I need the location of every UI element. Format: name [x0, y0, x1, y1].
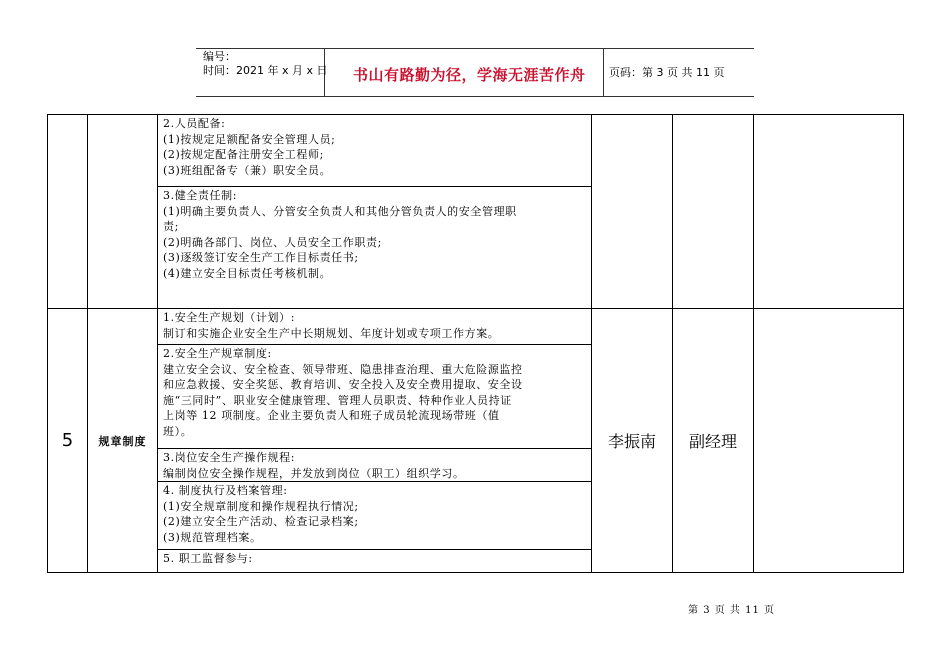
row-number: 5: [48, 309, 88, 573]
content-line: 上岗等 12 项制度。企业主要负责人和班子成员轮流现场带班（值: [163, 409, 500, 422]
content-line: (3)班组配备专（兼）职安全员。: [163, 163, 332, 177]
header-divider-right: [603, 48, 604, 96]
content-line: 责;: [163, 220, 179, 233]
content-line: (1)明确主要负责人、分管安全负责人和其他分管负责人的安全管理职: [163, 204, 517, 218]
row-category: 规章制度: [88, 309, 158, 573]
content-line: 2.人员配备:: [163, 117, 226, 130]
row-remarks: [754, 309, 904, 573]
row-title: 副经理: [673, 309, 754, 573]
row-number: [48, 115, 88, 309]
content-line: (1)安全规章制度和操作规程执行情况;: [163, 499, 359, 513]
content-line: (2)建立安全生产活动、检查记录档案;: [163, 515, 359, 528]
content-line: 5. 职工监督参与:: [163, 552, 253, 565]
content-line: 制订和实施企业安全生产中长期规划、年度计划或专项工作方案。: [163, 326, 500, 340]
content-block: [158, 345, 591, 449]
header-bottom-rule: [196, 96, 754, 97]
content-line: 和应急救援、安全奖惩、教育培训、安全投入及安全费用提取、安全设: [163, 378, 523, 391]
serial-label: 编号：: [203, 50, 236, 63]
content-line: (2)按规定配备注册安全工程师;: [163, 148, 324, 161]
content-line: 3.健全责任制:: [163, 189, 238, 202]
content-block: [158, 550, 591, 569]
content-line: 编制岗位安全操作规程，并发放到岗位（职工）组织学习。: [163, 466, 465, 480]
content-line: 建立安全会议、安全检查、领导带班、隐患排查治理、重大危险源监控: [163, 362, 523, 376]
content-line: 2.安全生产规章制度:: [163, 347, 272, 360]
responsibility-table: [47, 114, 904, 573]
page-label: 页码：第 3 页 共 11 页: [609, 66, 725, 79]
content-line: 1.安全生产规划（计划）:: [163, 311, 296, 324]
content-line: 4. 制度执行及档案管理:: [163, 484, 288, 497]
row-person: [592, 115, 673, 309]
content-line: 施“三同时”、职业安全健康管理、管理人员职责、特种作业人员持证: [163, 393, 512, 407]
content-block: [158, 115, 591, 187]
content-line: (4)建立安全目标责任考核机制。: [163, 266, 332, 280]
content-line: 3.岗位安全生产操作规程:: [163, 451, 296, 464]
content-line: (1)按规定足额配备安全管理人员;: [163, 132, 336, 146]
content-line: (3)规范管理档案。: [163, 530, 262, 544]
content-block: [158, 187, 591, 307]
row-category: [88, 115, 158, 309]
row-remarks: [754, 115, 904, 309]
row-content: [158, 115, 592, 309]
content-line: 班）。: [163, 424, 193, 438]
page-footer: 第 3 页 共 11 页: [688, 605, 775, 616]
time-label: 时间：2021 年 x 月 x 日: [203, 64, 328, 77]
motto: 书山有路勤为径，学海无涯苦作舟: [353, 66, 586, 84]
content-block: [158, 449, 591, 482]
table-row: [48, 309, 904, 573]
header-top-rule: [196, 48, 754, 49]
row-title: [673, 115, 754, 309]
content-block: [158, 309, 591, 345]
content-block: [158, 482, 591, 550]
row-person: 李振南: [592, 309, 673, 573]
table-row: [48, 115, 904, 309]
content-line: (2)明确各部门、岗位、人员安全工作职责;: [163, 235, 382, 249]
row-content: [158, 309, 592, 573]
content-line: (3)逐级签订安全生产工作目标责任书;: [163, 251, 359, 264]
